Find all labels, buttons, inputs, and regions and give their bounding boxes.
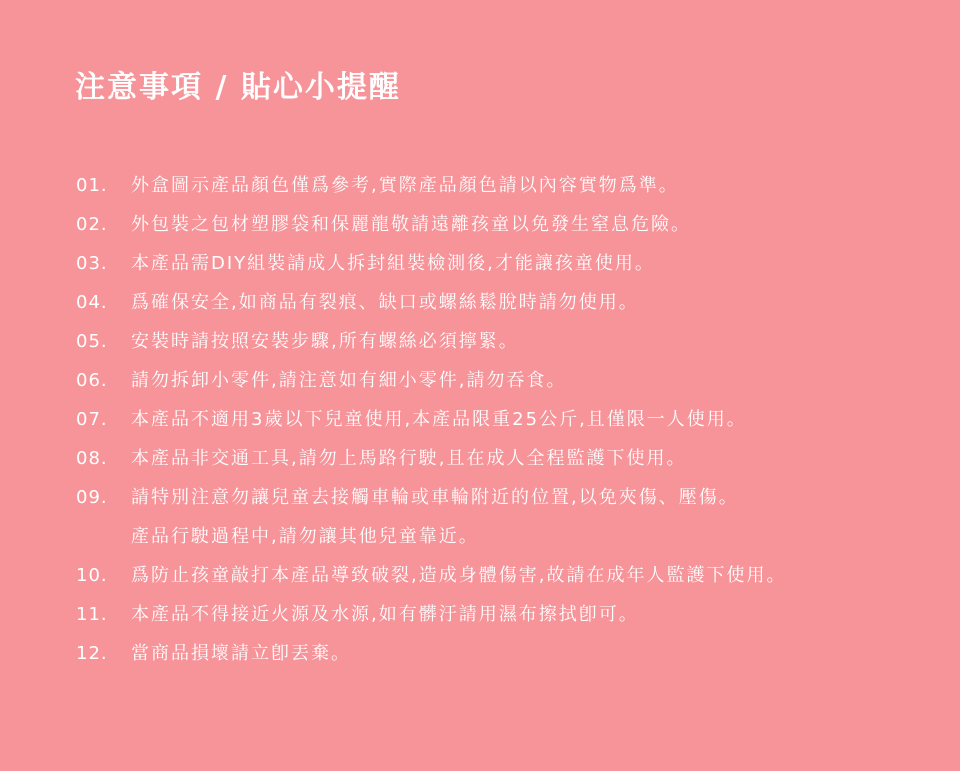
item-line: 爲確保安全,如商品有裂痕、缺口或螺絲鬆脫時請勿使用。: [131, 292, 639, 313]
item-line: 請勿拆卸小零件,請注意如有細小零件,請勿吞食。: [131, 370, 567, 391]
item-line: 外包裝之包材塑膠袋和保麗龍敬請遠離孩童以免發生窒息危險。: [131, 214, 691, 235]
list-item: [76, 439, 786, 478]
item-text: [131, 556, 786, 595]
item-line: 請特別注意勿讓兒童去接觸車輪或車輪附近的位置,以免夾傷、壓傷。: [131, 487, 739, 508]
notes-list: [76, 166, 786, 673]
item-number: 07.: [76, 409, 108, 430]
list-item: [76, 556, 786, 595]
item-text: [131, 205, 691, 244]
list-item: [76, 361, 786, 400]
item-text: [131, 400, 747, 439]
item-line: 本產品不得接近火源及水源,如有髒汙請用濕布擦拭卽可。: [131, 604, 639, 625]
list-item: [76, 634, 786, 673]
item-number: 12.: [76, 643, 108, 664]
item-text: [131, 634, 351, 673]
item-text: [131, 595, 639, 634]
item-number: 01.: [76, 175, 108, 196]
list-item: [76, 205, 786, 244]
item-line: 本產品不適用3歲以下兒童使用,本產品限重25公斤,且僅限一人使用。: [131, 409, 747, 430]
item-number: 03.: [76, 253, 108, 274]
item-text: [131, 439, 686, 478]
item-line: 當商品損壞請立卽丟棄。: [131, 643, 351, 664]
list-item: [76, 322, 786, 361]
list-item: [76, 244, 786, 283]
item-line: 外盒圖示產品顏色僅爲參考,實際產品顏色請以內容實物爲準。: [131, 175, 679, 196]
item-line: 爲防止孩童敲打本產品導致破裂,造成身體傷害,故請在成年人監護下使用。: [131, 565, 787, 586]
item-text: [131, 166, 679, 205]
item-number: 04.: [76, 292, 108, 313]
item-text: [131, 283, 639, 322]
list-item: [76, 283, 786, 322]
item-line: 本產品非交通工具,請勿上馬路行駛,且在成人全程監護下使用。: [131, 448, 687, 469]
item-number: 08.: [76, 448, 108, 469]
item-line: 產品行駛過程中,請勿讓其他兒童靠近。: [131, 526, 479, 547]
item-number: 11.: [76, 604, 108, 625]
item-number: 09.: [76, 487, 108, 508]
item-text: [131, 478, 739, 556]
item-text: [131, 322, 519, 361]
item-number: 05.: [76, 331, 108, 352]
page-title: 注意事項 / 貼心小提醒: [75, 70, 401, 105]
list-item: [76, 478, 786, 556]
item-text: [131, 244, 655, 283]
item-number: 10.: [76, 565, 108, 586]
list-item: [76, 166, 786, 205]
item-line: 本產品需DIY組裝請成人拆封組裝檢測後,才能讓孩童使用。: [131, 253, 655, 274]
item-line: 安裝時請按照安裝步驟,所有螺絲必須擰緊。: [131, 331, 519, 352]
item-number: 06.: [76, 370, 108, 391]
list-item: [76, 595, 786, 634]
list-item: [76, 400, 786, 439]
item-text: [131, 361, 566, 400]
item-number: 02.: [76, 214, 108, 235]
